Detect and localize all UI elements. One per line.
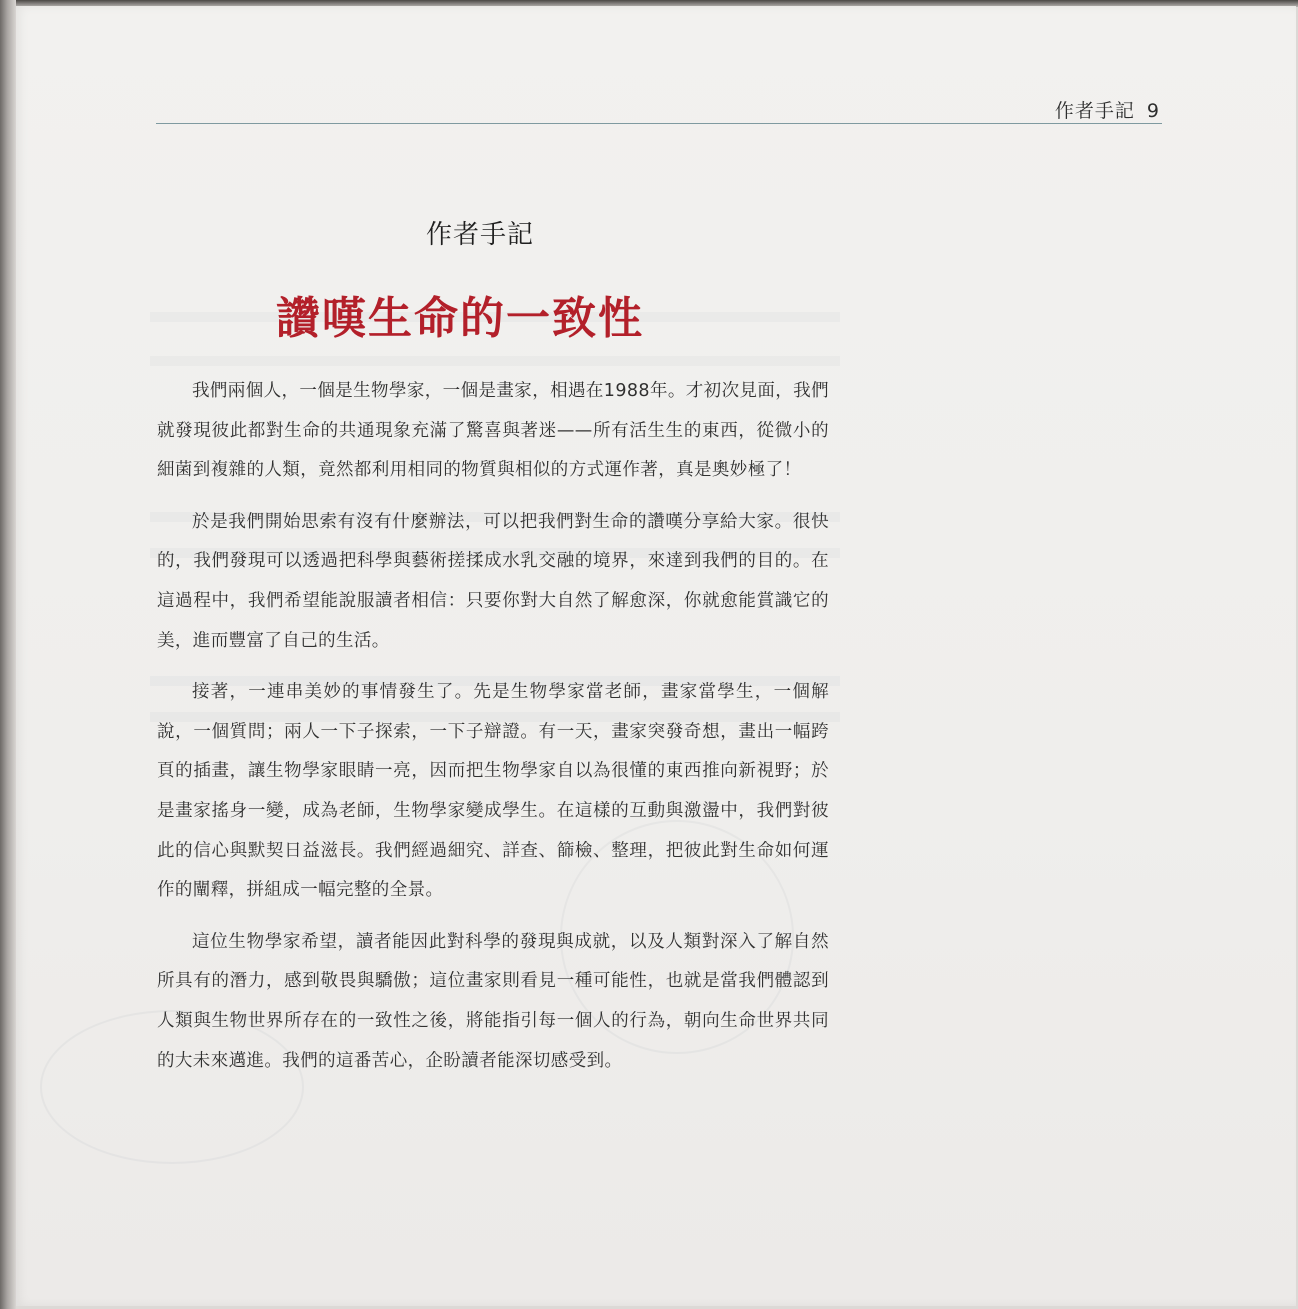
- paragraph: 接著，一連串美妙的事情發生了。先是生物學家當老師，畫家當學生，一個解說，一個質問；兩人一下子探索，一下子辯證。有一天，畫家突發奇想，畫出一幅跨頁的插畫，讓生物學家眼睛一亮，因而把生物學家自以為很懂的東西推向新視野；於是畫家搖身一變，成為老師，生物學家變成學生。在這樣的互動與激盪中，我們對彼此的信心與默契日益滋長。我們經過細究、詳查、篩檢、整理，把彼此對生命如何運作的闡釋，拼組成一幅完整的全景。: [157, 682, 829, 901]
- paragraph: 我們兩個人，一個是生物學家，一個是畫家，相遇在1988年。才初次見面，我們就發現彼此都對生命的共通現象充滿了驚喜與著迷——所有活生生的東西，從微小的細菌到複雜的人類，竟然都利用相同的物質與相似的方式運作著，真是奧妙極了！: [157, 381, 829, 481]
- page-number: 9: [1146, 100, 1160, 122]
- book-spine: [0, 0, 16, 1309]
- section-subtitle: 作者手記: [426, 220, 535, 250]
- running-title: 作者手記: [1054, 100, 1135, 122]
- running-header: [1020, 96, 1160, 123]
- paragraph: 這位生物學家希望，讀者能因此對科學的發現與成就，以及人類對深入了解自然所具有的潛力，感到敬畏與驕傲；這位畫家則看見一種可能性，也就是當我們體認到人類與生物世界所存在的一致性之後，將能指引每一個人的行為，朝向生命世界共同的大未來邁進。我們的這番苦心，企盼讀者能深切感受到。: [157, 931, 829, 1071]
- header-rule: [156, 123, 1162, 124]
- show-through: [150, 356, 840, 366]
- article-body: [157, 372, 829, 1093]
- paragraph: 於是我們開始思索有沒有什麼辦法，可以把我們對生命的讚嘆分享給大家。很快的，我們發現可以透過把科學與藝術搓揉成水乳交融的境界，來達到我們的目的。在這過程中，我們希望能說服讀者相信：只要你對大自然了解愈深，你就愈能賞識它的美，進而豐富了自己的生活。: [157, 511, 829, 651]
- page-title: 讚嘆生命的一致性: [276, 293, 644, 344]
